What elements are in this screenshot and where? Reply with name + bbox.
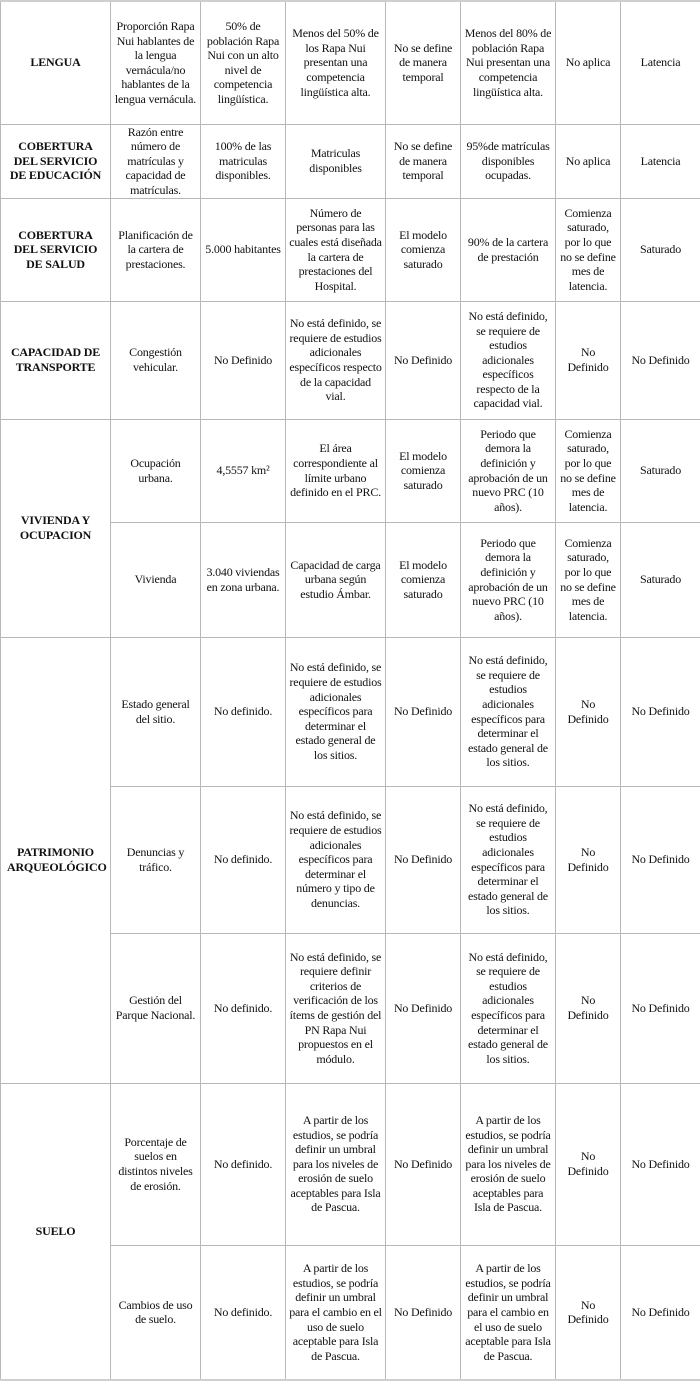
indicator-cell: Razón entre número de matrículas y capacidad de matrículas. <box>111 124 201 198</box>
category-cell: CAPACIDAD DE TRANSPORTE <box>1 301 111 419</box>
indicator-cell: Estado general del sitio. <box>111 637 201 786</box>
category-cell: COBERTURA DEL SERVICIO DE EDUCACIÓN <box>1 124 111 198</box>
temporal-definition-cell: No Definido <box>386 301 461 419</box>
threshold-cell: No definido. <box>201 786 286 933</box>
state-cell: No Definido <box>621 301 700 419</box>
latency-month-cell: No Definido <box>556 637 621 786</box>
latency-threshold-cell: A partir de los estudios, se podría definir un umbral para los niveles de erosión de suelo aceptables para Isla de Pascua. <box>461 1083 556 1245</box>
state-cell: No Definido <box>621 786 700 933</box>
capacity-definition-cell: Menos del 50% de los Rapa Nui presentan una competencia lingüística alta. <box>286 1 386 124</box>
latency-threshold-cell: No está definido, se requiere de estudios adicionales específicos para determinar el estado general de los sitios. <box>461 933 556 1083</box>
capacity-definition-cell: No está definido, se requiere definir criterios de verificación de los ítems de gestión del PN Rapa Nui propuestos en el módulo. <box>286 933 386 1083</box>
latency-threshold-cell: A partir de los estudios, se podría definir un umbral para el cambio en el uso de suelo aceptable para Isla de Pascua. <box>461 1245 556 1380</box>
threshold-cell: 3.040 viviendas en zona urbana. <box>201 522 286 637</box>
latency-month-cell: No Definido <box>556 786 621 933</box>
state-cell: Saturado <box>621 419 700 522</box>
temporal-definition-cell: No Definido <box>386 1245 461 1380</box>
capacity-definition-cell: A partir de los estudios, se podría definir un umbral para el cambio en el uso de suelo aceptable para Isla de Pascua. <box>286 1245 386 1380</box>
latency-month-cell: No aplica <box>556 124 621 198</box>
indicator-cell: Porcentaje de suelos en distintos niveles de erosión. <box>111 1083 201 1245</box>
latency-month-cell: No Definido <box>556 301 621 419</box>
indicator-cell: Proporción Rapa Nui hablantes de la lengua vernácula/no hablantes de la lengua vernácula. <box>111 1 201 124</box>
indicator-cell: Planificación de la cartera de prestaciones. <box>111 198 201 301</box>
capacity-definition-cell: A partir de los estudios, se podría definir un umbral para los niveles de erosión de suelo aceptables para Isla de Pascua. <box>286 1083 386 1245</box>
temporal-definition-cell: El modelo comienza saturado <box>386 198 461 301</box>
state-cell: Saturado <box>621 522 700 637</box>
threshold-cell: 50% de población Rapa Nui con un alto nivel de competencia lingüística. <box>201 1 286 124</box>
indicator-cell: Cambios de uso de suelo. <box>111 1245 201 1380</box>
state-cell: No Definido <box>621 1083 700 1245</box>
state-cell: Saturado <box>621 198 700 301</box>
temporal-definition-cell: El modelo comienza saturado <box>386 419 461 522</box>
table-row <box>1 124 700 198</box>
latency-threshold-cell: Menos del 80% de población Rapa Nui presentan una competencia lingüística alta. <box>461 1 556 124</box>
category-cell: COBERTURA DEL SERVICIO DE SALUD <box>1 198 111 301</box>
temporal-definition-cell: No se define de manera temporal <box>386 124 461 198</box>
capacity-definition-cell: No está definido, se requiere de estudios adicionales específicos para determinar el número y tipo de denuncias. <box>286 786 386 933</box>
state-cell: Latencia <box>621 1 700 124</box>
table-row <box>1 419 700 522</box>
latency-threshold-cell: 90% de la cartera de prestación <box>461 198 556 301</box>
latency-month-cell: Comienza saturado, por lo que no se define mes de latencia. <box>556 522 621 637</box>
capacity-definition-cell: Número de personas para las cuales está diseñada la cartera de prestaciones del Hospital. <box>286 198 386 301</box>
capacity-definition-cell: El área correspondiente al límite urbano definido en el PRC. <box>286 419 386 522</box>
table-row <box>1 1 700 124</box>
temporal-definition-cell: No Definido <box>386 1083 461 1245</box>
latency-month-cell: No Definido <box>556 1245 621 1380</box>
table-row <box>1 637 700 786</box>
capacity-definition-cell: Capacidad de carga urbana según estudio Ámbar. <box>286 522 386 637</box>
state-cell: No Definido <box>621 933 700 1083</box>
latency-threshold-cell: Periodo que demora la definición y aprobación de un nuevo PRC (10 años). <box>461 522 556 637</box>
category-cell: LENGUA <box>1 1 111 124</box>
threshold-cell: No definido. <box>201 1083 286 1245</box>
temporal-definition-cell: No se define de manera temporal <box>386 1 461 124</box>
indicator-cell: Congestión vehicular. <box>111 301 201 419</box>
threshold-cell: No definido. <box>201 933 286 1083</box>
temporal-definition-cell: El modelo comienza saturado <box>386 522 461 637</box>
temporal-definition-cell: No Definido <box>386 637 461 786</box>
temporal-definition-cell: No Definido <box>386 786 461 933</box>
indicator-cell: Gestión del Parque Nacional. <box>111 933 201 1083</box>
category-cell: VIVIENDA Y OCUPACION <box>1 419 111 637</box>
table-body <box>1 1 700 1380</box>
threshold-cell: 100% de las matriculas disponibles. <box>201 124 286 198</box>
latency-month-cell: Comienza saturado, por lo que no se define mes de latencia. <box>556 198 621 301</box>
capacity-definition-cell: Matriculas disponibles <box>286 124 386 198</box>
state-cell: No Definido <box>621 1245 700 1380</box>
category-cell: SUELO <box>1 1083 111 1380</box>
capacity-definition-cell: No está definido, se requiere de estudios adicionales específicos para determinar el estado general de los sitios. <box>286 637 386 786</box>
threshold-cell: No definido. <box>201 637 286 786</box>
indicator-cell: Ocupación urbana. <box>111 419 201 522</box>
latency-threshold-cell: 95%de matrículas disponibles ocupadas. <box>461 124 556 198</box>
latency-threshold-cell: No está definido, se requiere de estudios adicionales específicos para determinar el estado general de los sitios. <box>461 786 556 933</box>
latency-month-cell: No Definido <box>556 933 621 1083</box>
threshold-cell: 5.000 habitantes <box>201 198 286 301</box>
indicator-cell: Denuncias y tráfico. <box>111 786 201 933</box>
table-row <box>1 301 700 419</box>
table-row <box>1 1083 700 1245</box>
state-cell: No Definido <box>621 637 700 786</box>
latency-month-cell: Comienza saturado, por lo que no se define mes de latencia. <box>556 419 621 522</box>
latency-threshold-cell: No está definido, se requiere de estudios adicionales específicos respecto de la capacidad vial. <box>461 301 556 419</box>
latency-month-cell: No aplica <box>556 1 621 124</box>
table-row <box>1 198 700 301</box>
threshold-cell: No definido. <box>201 1245 286 1380</box>
latency-month-cell: No Definido <box>556 1083 621 1245</box>
temporal-definition-cell: No Definido <box>386 933 461 1083</box>
category-cell: PATRIMONIO ARQUEOLÓGICO <box>1 637 111 1083</box>
threshold-cell: No Definido <box>201 301 286 419</box>
latency-threshold-cell: Periodo que demora la definición y aprobación de un nuevo PRC (10 años). <box>461 419 556 522</box>
threshold-cell: 4,5557 km² <box>201 419 286 522</box>
state-cell: Latencia <box>621 124 700 198</box>
capacity-definition-cell: No está definido, se requiere de estudios adicionales específicos respecto de la capacidad vial. <box>286 301 386 419</box>
indicator-cell: Vivienda <box>111 522 201 637</box>
latency-threshold-cell: No está definido, se requiere de estudios adicionales específicos para determinar el estado general de los sitios. <box>461 637 556 786</box>
